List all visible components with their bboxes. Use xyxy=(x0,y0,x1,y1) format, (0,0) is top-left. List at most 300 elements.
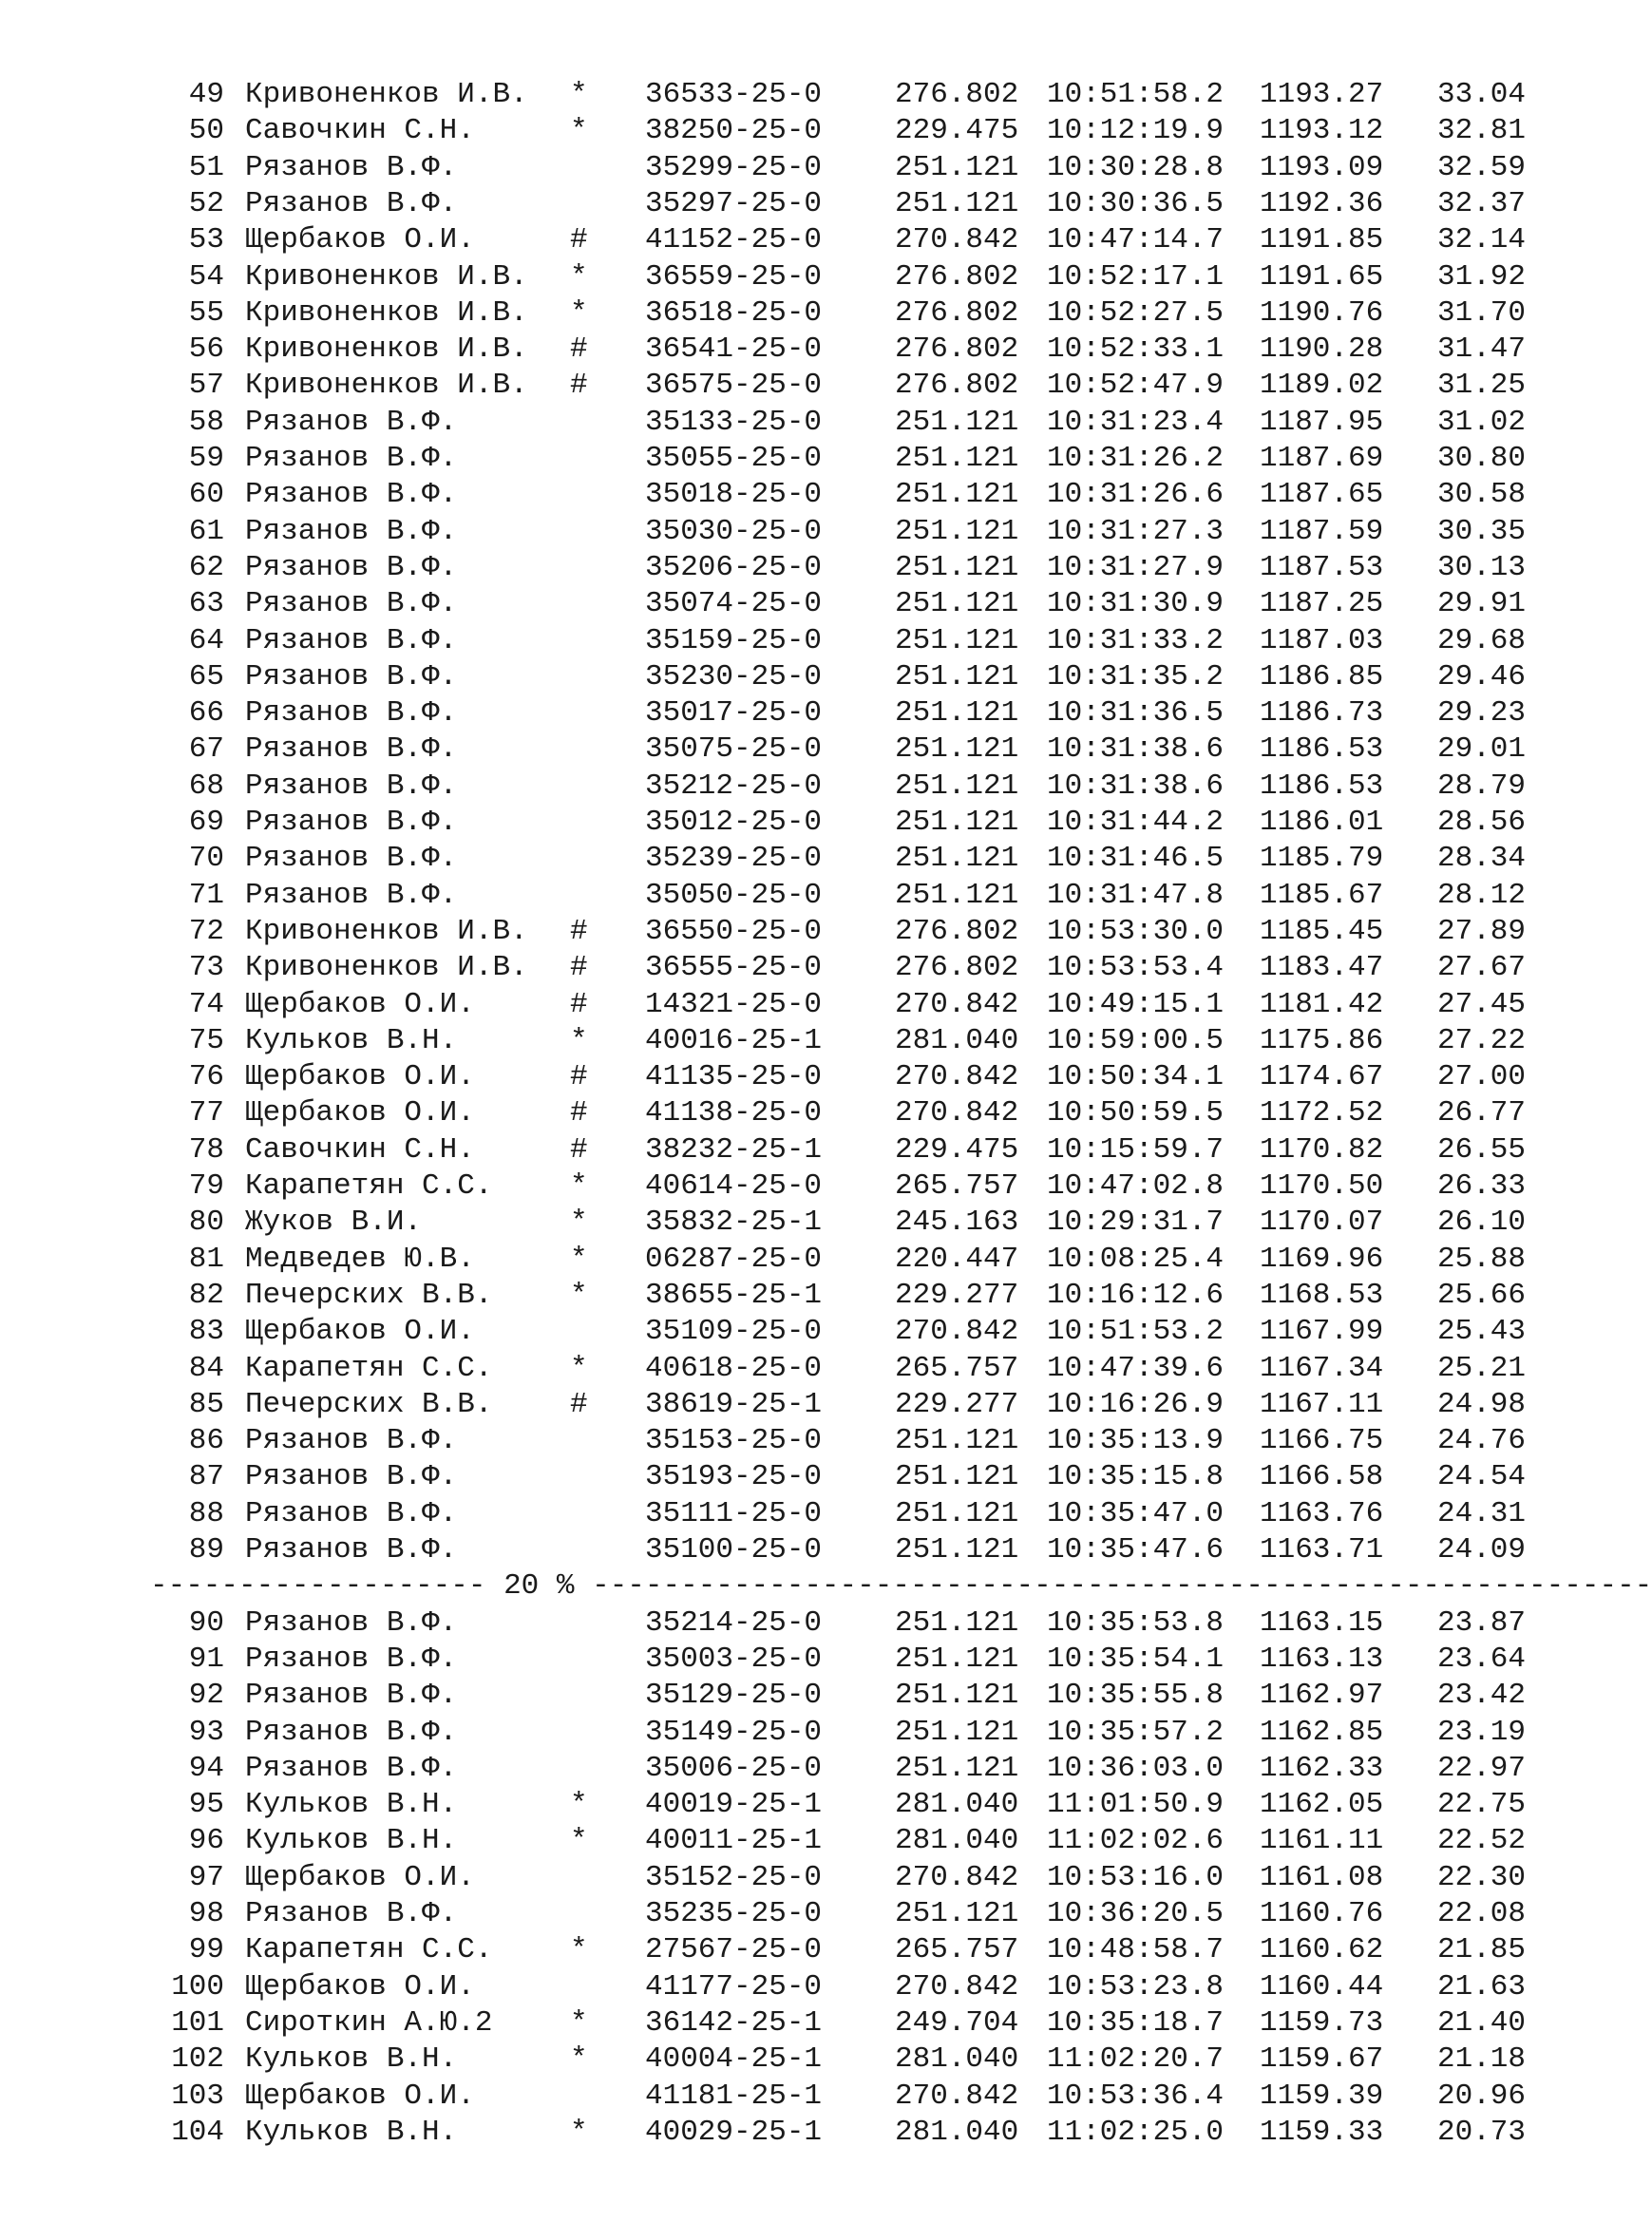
result-row xyxy=(0,914,1571,950)
result-row xyxy=(0,987,1571,1023)
cell-coef: 30.13 xyxy=(1436,550,1526,584)
result-row xyxy=(0,1896,1571,1932)
cell-time: 10:16:12.6 xyxy=(1047,1278,1225,1312)
cell-speed: 1187.69 xyxy=(1260,442,1384,475)
cell-ring: 36142-25-1 xyxy=(645,2005,823,2040)
cell-mark: * xyxy=(570,2042,588,2077)
cell-mark: # xyxy=(570,987,588,1021)
cell-time: 10:30:28.8 xyxy=(1047,150,1225,184)
cell-distance: 251.121 xyxy=(895,1460,1019,1494)
cell-name: Кривоненков И.В. xyxy=(245,369,528,403)
result-row xyxy=(0,1932,1571,1968)
cell-place: 72 xyxy=(188,914,224,948)
result-row xyxy=(0,805,1571,841)
cell-time: 10:49:15.1 xyxy=(1047,987,1225,1021)
cell-name: Кривоненков И.В. xyxy=(245,295,528,330)
result-row xyxy=(0,441,1571,477)
cell-coef: 29.68 xyxy=(1436,623,1526,657)
cell-place: 74 xyxy=(188,987,224,1021)
cell-speed: 1161.11 xyxy=(1260,1824,1384,1858)
cell-ring: 38655-25-1 xyxy=(645,1278,823,1312)
cell-name: Кривоненков И.В. xyxy=(245,332,528,367)
cell-speed: 1167.11 xyxy=(1260,1387,1384,1421)
cell-name: Печерских В.В. xyxy=(245,1278,493,1312)
cell-distance: 229.277 xyxy=(895,1387,1019,1421)
cell-ring: 35214-25-0 xyxy=(645,1605,823,1640)
cell-name: Рязанов В.Ф. xyxy=(245,1642,458,1676)
cell-coef: 21.63 xyxy=(1436,1969,1526,2004)
cell-time: 10:31:27.9 xyxy=(1047,550,1225,584)
cell-mark: # xyxy=(570,1060,588,1094)
cell-distance: 270.842 xyxy=(895,987,1019,1021)
result-row xyxy=(0,1751,1571,1787)
cell-place: 56 xyxy=(188,332,224,367)
cell-speed: 1187.95 xyxy=(1260,405,1384,439)
cell-ring: 35230-25-0 xyxy=(645,659,823,693)
cell-distance: 229.475 xyxy=(895,114,1019,148)
cell-ring: 35030-25-0 xyxy=(645,514,823,548)
cell-coef: 27.22 xyxy=(1436,1023,1526,1057)
cell-ring: 36533-25-0 xyxy=(645,78,823,111)
cell-distance: 276.802 xyxy=(895,259,1019,294)
cell-name: Рязанов В.Ф. xyxy=(245,442,458,475)
cell-place: 103 xyxy=(171,2079,224,2113)
cell-time: 10:31:26.2 xyxy=(1047,442,1225,475)
cell-coef: 25.88 xyxy=(1436,1242,1526,1276)
cell-distance: 281.040 xyxy=(895,1788,1019,1822)
result-row xyxy=(0,586,1571,622)
cell-place: 81 xyxy=(188,1242,224,1276)
cell-time: 10:53:53.4 xyxy=(1047,951,1225,985)
cell-time: 10:50:59.5 xyxy=(1047,1096,1225,1130)
result-row xyxy=(0,1860,1571,1896)
cell-name: Рязанов В.Ф. xyxy=(245,550,458,584)
cell-coef: 26.77 xyxy=(1436,1096,1526,1130)
cell-name: Рязанов В.Ф. xyxy=(245,1496,458,1530)
cell-ring: 35003-25-0 xyxy=(645,1642,823,1676)
cell-distance: 276.802 xyxy=(895,295,1019,330)
cell-distance: 251.121 xyxy=(895,150,1019,184)
cell-name: Кривоненков И.В. xyxy=(245,78,528,111)
cell-distance: 276.802 xyxy=(895,369,1019,403)
cell-place: 90 xyxy=(188,1605,224,1640)
cell-name: Печерских В.В. xyxy=(245,1387,493,1421)
cell-speed: 1160.44 xyxy=(1260,1969,1384,2004)
cell-speed: 1191.85 xyxy=(1260,223,1384,257)
result-row xyxy=(0,841,1571,877)
cell-place: 64 xyxy=(188,623,224,657)
cell-place: 50 xyxy=(188,114,224,148)
cell-place: 98 xyxy=(188,1897,224,1930)
cell-time: 10:48:58.7 xyxy=(1047,1933,1225,1967)
cell-distance: 251.121 xyxy=(895,696,1019,731)
cell-distance: 265.757 xyxy=(895,1933,1019,1967)
cell-ring: 35111-25-0 xyxy=(645,1496,823,1530)
cell-distance: 251.121 xyxy=(895,1424,1019,1458)
cell-speed: 1193.12 xyxy=(1260,114,1384,148)
cell-speed: 1191.65 xyxy=(1260,259,1384,294)
cell-ring: 36559-25-0 xyxy=(645,259,823,294)
cell-place: 69 xyxy=(188,806,224,839)
cell-speed: 1163.71 xyxy=(1260,1533,1384,1567)
cell-name: Щербаков О.И. xyxy=(245,1860,475,1894)
cell-name: Рязанов В.Ф. xyxy=(245,1605,458,1640)
cell-time: 10:31:23.4 xyxy=(1047,405,1225,439)
cell-place: 102 xyxy=(171,2042,224,2077)
cell-speed: 1162.85 xyxy=(1260,1715,1384,1749)
cell-time: 10:53:16.0 xyxy=(1047,1860,1225,1894)
cell-name: Кульков В.Н. xyxy=(245,2115,458,2149)
cell-coef: 31.47 xyxy=(1436,332,1526,367)
cell-speed: 1168.53 xyxy=(1260,1278,1384,1312)
cell-place: 57 xyxy=(188,369,224,403)
cell-coef: 22.08 xyxy=(1436,1897,1526,1930)
cell-ring: 38250-25-0 xyxy=(645,114,823,148)
cell-place: 65 xyxy=(188,659,224,693)
cell-name: Кривоненков И.В. xyxy=(245,259,528,294)
result-row xyxy=(0,1532,1571,1568)
cell-speed: 1185.45 xyxy=(1260,914,1384,948)
cell-place: 68 xyxy=(188,769,224,803)
result-row xyxy=(0,2079,1571,2115)
cell-ring: 35206-25-0 xyxy=(645,550,823,584)
cell-distance: 245.163 xyxy=(895,1206,1019,1240)
result-row xyxy=(0,477,1571,513)
cell-ring: 35055-25-0 xyxy=(645,442,823,475)
cell-time: 10:31:47.8 xyxy=(1047,878,1225,912)
cell-speed: 1163.76 xyxy=(1260,1496,1384,1530)
cell-name: Сироткин А.Ю.2 xyxy=(245,2005,493,2040)
cell-place: 80 xyxy=(188,1206,224,1240)
cell-place: 77 xyxy=(188,1096,224,1130)
cell-distance: 265.757 xyxy=(895,1351,1019,1385)
cell-coef: 23.64 xyxy=(1436,1642,1526,1676)
cell-distance: 251.121 xyxy=(895,769,1019,803)
cell-speed: 1170.07 xyxy=(1260,1206,1384,1240)
cell-coef: 23.42 xyxy=(1436,1679,1526,1713)
cell-name: Карапетян С.С. xyxy=(245,1351,493,1385)
cell-distance: 276.802 xyxy=(895,951,1019,985)
cell-speed: 1172.52 xyxy=(1260,1096,1384,1130)
result-row xyxy=(0,1168,1571,1205)
cell-ring: 35018-25-0 xyxy=(645,478,823,512)
cell-distance: 265.757 xyxy=(895,1169,1019,1203)
cell-mark: # xyxy=(570,951,588,985)
cell-ring: 36518-25-0 xyxy=(645,295,823,330)
cell-ring: 36541-25-0 xyxy=(645,332,823,367)
cell-name: Щербаков О.И. xyxy=(245,2079,475,2113)
cell-place: 63 xyxy=(188,587,224,621)
cell-time: 10:31:38.6 xyxy=(1047,732,1225,767)
cell-coef: 26.55 xyxy=(1436,1132,1526,1167)
result-row xyxy=(0,1678,1571,1714)
cell-name: Рязанов В.Ф. xyxy=(245,659,458,693)
cell-coef: 21.85 xyxy=(1436,1933,1526,1967)
cell-time: 10:47:14.7 xyxy=(1047,223,1225,257)
cell-time: 10:12:19.9 xyxy=(1047,114,1225,148)
cell-ring: 41152-25-0 xyxy=(645,223,823,257)
cell-place: 92 xyxy=(188,1679,224,1713)
cell-time: 10:31:30.9 xyxy=(1047,587,1225,621)
cell-speed: 1189.02 xyxy=(1260,369,1384,403)
cell-distance: 281.040 xyxy=(895,1824,1019,1858)
cell-coef: 21.40 xyxy=(1436,2005,1526,2040)
result-row xyxy=(0,1459,1571,1495)
cell-coef: 22.30 xyxy=(1436,1860,1526,1894)
cell-ring: 40618-25-0 xyxy=(645,1351,823,1385)
cell-place: 54 xyxy=(188,259,224,294)
cell-mark: # xyxy=(570,1387,588,1421)
cell-time: 10:53:30.0 xyxy=(1047,914,1225,948)
result-row xyxy=(0,1095,1571,1131)
cell-ring: 41181-25-1 xyxy=(645,2079,823,2113)
cell-time: 10:52:27.5 xyxy=(1047,295,1225,330)
cell-distance: 281.040 xyxy=(895,2115,1019,2149)
cell-speed: 1166.75 xyxy=(1260,1424,1384,1458)
cell-distance: 251.121 xyxy=(895,478,1019,512)
cell-place: 78 xyxy=(188,1132,224,1167)
cell-distance: 270.842 xyxy=(895,1096,1019,1130)
cell-coef: 23.87 xyxy=(1436,1605,1526,1640)
result-row xyxy=(0,1132,1571,1168)
cell-speed: 1160.62 xyxy=(1260,1933,1384,1967)
result-row xyxy=(0,1351,1571,1387)
result-row xyxy=(0,731,1571,768)
cell-place: 97 xyxy=(188,1860,224,1894)
cell-place: 70 xyxy=(188,842,224,876)
cell-coef: 24.31 xyxy=(1436,1496,1526,1530)
cell-place: 100 xyxy=(171,1969,224,2004)
cell-speed: 1175.86 xyxy=(1260,1023,1384,1057)
cell-ring: 40011-25-1 xyxy=(645,1824,823,1858)
cell-place: 61 xyxy=(188,514,224,548)
cell-speed: 1159.67 xyxy=(1260,2042,1384,2077)
cell-time: 10:35:15.8 xyxy=(1047,1460,1225,1494)
cell-speed: 1170.82 xyxy=(1260,1132,1384,1167)
cell-time: 10:31:38.6 xyxy=(1047,769,1225,803)
cell-name: Щербаков О.И. xyxy=(245,1096,475,1130)
cell-coef: 24.76 xyxy=(1436,1424,1526,1458)
cell-ring: 35153-25-0 xyxy=(645,1424,823,1458)
cell-coef: 31.92 xyxy=(1436,259,1526,294)
cell-speed: 1174.67 xyxy=(1260,1060,1384,1094)
cell-mark: * xyxy=(570,295,588,330)
cell-ring: 35299-25-0 xyxy=(645,150,823,184)
cell-mark: * xyxy=(570,1023,588,1057)
cell-coef: 24.98 xyxy=(1436,1387,1526,1421)
cell-distance: 270.842 xyxy=(895,1315,1019,1349)
percent-separator xyxy=(150,1568,1652,1605)
cell-speed: 1185.67 xyxy=(1260,878,1384,912)
cell-ring: 36550-25-0 xyxy=(645,914,823,948)
cell-mark: # xyxy=(570,369,588,403)
cell-ring: 06287-25-0 xyxy=(645,1242,823,1276)
result-row xyxy=(0,222,1571,258)
separator-label: 20 % xyxy=(503,1569,575,1604)
cell-name: Савочкин С.Н. xyxy=(245,1132,475,1167)
cell-ring: 35832-25-1 xyxy=(645,1206,823,1240)
cell-time: 11:01:50.9 xyxy=(1047,1788,1225,1822)
cell-time: 10:51:58.2 xyxy=(1047,78,1225,111)
cell-distance: 251.121 xyxy=(895,587,1019,621)
cell-ring: 35050-25-0 xyxy=(645,878,823,912)
cell-place: 99 xyxy=(188,1933,224,1967)
cell-coef: 22.97 xyxy=(1436,1751,1526,1785)
cell-coef: 33.04 xyxy=(1436,78,1526,111)
cell-name: Рязанов В.Ф. xyxy=(245,842,458,876)
cell-place: 101 xyxy=(171,2005,224,2040)
cell-speed: 1169.96 xyxy=(1260,1242,1384,1276)
cell-time: 10:31:27.3 xyxy=(1047,514,1225,548)
cell-coef: 30.35 xyxy=(1436,514,1526,548)
cell-speed: 1185.79 xyxy=(1260,842,1384,876)
cell-time: 10:15:59.7 xyxy=(1047,1132,1225,1167)
cell-place: 52 xyxy=(188,186,224,220)
cell-time: 10:53:36.4 xyxy=(1047,2079,1225,2113)
cell-ring: 35075-25-0 xyxy=(645,732,823,767)
cell-name: Рязанов В.Ф. xyxy=(245,1533,458,1567)
cell-place: 59 xyxy=(188,442,224,475)
cell-ring: 35149-25-0 xyxy=(645,1715,823,1749)
cell-speed: 1159.39 xyxy=(1260,2079,1384,2113)
cell-speed: 1170.50 xyxy=(1260,1169,1384,1203)
cell-time: 10:47:39.6 xyxy=(1047,1351,1225,1385)
result-row xyxy=(0,1605,1571,1642)
cell-coef: 28.56 xyxy=(1436,806,1526,839)
cell-time: 10:50:34.1 xyxy=(1047,1060,1225,1094)
cell-speed: 1162.97 xyxy=(1260,1679,1384,1713)
cell-place: 85 xyxy=(188,1387,224,1421)
cell-name: Рязанов В.Ф. xyxy=(245,1751,458,1785)
result-row xyxy=(0,1423,1571,1459)
separator-dashes-left: ------------------- xyxy=(150,1569,504,1604)
cell-distance: 251.121 xyxy=(895,1642,1019,1676)
result-row xyxy=(0,1787,1571,1823)
cell-distance: 251.121 xyxy=(895,1751,1019,1785)
cell-time: 10:52:47.9 xyxy=(1047,369,1225,403)
cell-ring: 35012-25-0 xyxy=(645,806,823,839)
cell-speed: 1163.13 xyxy=(1260,1642,1384,1676)
cell-distance: 251.121 xyxy=(895,1679,1019,1713)
cell-distance: 251.121 xyxy=(895,550,1019,584)
result-row xyxy=(0,1023,1571,1059)
cell-name: Рязанов В.Ф. xyxy=(245,696,458,731)
cell-place: 60 xyxy=(188,478,224,512)
cell-name: Карапетян С.С. xyxy=(245,1933,493,1967)
cell-ring: 38619-25-1 xyxy=(645,1387,823,1421)
cell-coef: 29.91 xyxy=(1436,587,1526,621)
result-row xyxy=(0,1059,1571,1095)
cell-mark: * xyxy=(570,114,588,148)
cell-place: 95 xyxy=(188,1788,224,1822)
cell-speed: 1190.76 xyxy=(1260,295,1384,330)
cell-name: Щербаков О.И. xyxy=(245,1060,475,1094)
result-row xyxy=(0,1715,1571,1751)
result-row xyxy=(0,2115,1571,2151)
cell-speed: 1162.05 xyxy=(1260,1788,1384,1822)
cell-name: Рязанов В.Ф. xyxy=(245,623,458,657)
cell-speed: 1159.73 xyxy=(1260,2005,1384,2040)
cell-mark: * xyxy=(570,1278,588,1312)
cell-place: 93 xyxy=(188,1715,224,1749)
cell-speed: 1167.99 xyxy=(1260,1315,1384,1349)
cell-coef: 25.66 xyxy=(1436,1278,1526,1312)
cell-speed: 1160.76 xyxy=(1260,1897,1384,1930)
cell-speed: 1166.58 xyxy=(1260,1460,1384,1494)
cell-speed: 1161.08 xyxy=(1260,1860,1384,1894)
cell-place: 51 xyxy=(188,150,224,184)
cell-mark: * xyxy=(570,1933,588,1967)
cell-place: 88 xyxy=(188,1496,224,1530)
cell-speed: 1186.85 xyxy=(1260,659,1384,693)
cell-mark: * xyxy=(570,1169,588,1203)
cell-mark: # xyxy=(570,332,588,367)
cell-place: 62 xyxy=(188,550,224,584)
cell-ring: 35074-25-0 xyxy=(645,587,823,621)
cell-distance: 251.121 xyxy=(895,878,1019,912)
result-row xyxy=(0,113,1571,149)
cell-mark: # xyxy=(570,223,588,257)
cell-name: Рязанов В.Ф. xyxy=(245,806,458,839)
cell-place: 73 xyxy=(188,951,224,985)
cell-name: Рязанов В.Ф. xyxy=(245,405,458,439)
cell-time: 10:36:20.5 xyxy=(1047,1897,1225,1930)
result-row xyxy=(0,295,1571,332)
cell-coef: 29.23 xyxy=(1436,696,1526,731)
cell-time: 10:31:44.2 xyxy=(1047,806,1225,839)
cell-distance: 281.040 xyxy=(895,1023,1019,1057)
result-row xyxy=(0,659,1571,695)
cell-coef: 32.37 xyxy=(1436,186,1526,220)
cell-name: Рязанов В.Ф. xyxy=(245,1715,458,1749)
cell-coef: 30.58 xyxy=(1436,478,1526,512)
cell-ring: 36575-25-0 xyxy=(645,369,823,403)
cell-distance: 270.842 xyxy=(895,1860,1019,1894)
cell-name: Рязанов В.Ф. xyxy=(245,1424,458,1458)
cell-place: 66 xyxy=(188,696,224,731)
cell-speed: 1187.53 xyxy=(1260,550,1384,584)
cell-ring: 38232-25-1 xyxy=(645,1132,823,1167)
cell-mark: # xyxy=(570,914,588,948)
cell-time: 10:35:47.6 xyxy=(1047,1533,1225,1567)
cell-ring: 41135-25-0 xyxy=(645,1060,823,1094)
cell-coef: 32.81 xyxy=(1436,114,1526,148)
cell-name: Рязанов В.Ф. xyxy=(245,878,458,912)
cell-coef: 32.14 xyxy=(1436,223,1526,257)
cell-coef: 27.00 xyxy=(1436,1060,1526,1094)
result-row xyxy=(0,186,1571,222)
cell-coef: 30.80 xyxy=(1436,442,1526,475)
cell-distance: 220.447 xyxy=(895,1242,1019,1276)
cell-name: Рязанов В.Ф. xyxy=(245,587,458,621)
cell-coef: 28.34 xyxy=(1436,842,1526,876)
cell-place: 86 xyxy=(188,1424,224,1458)
cell-mark: * xyxy=(570,78,588,111)
cell-time: 11:02:20.7 xyxy=(1047,2042,1225,2077)
cell-place: 71 xyxy=(188,878,224,912)
cell-speed: 1186.53 xyxy=(1260,769,1384,803)
cell-speed: 1186.53 xyxy=(1260,732,1384,767)
cell-ring: 35006-25-0 xyxy=(645,1751,823,1785)
cell-mark: * xyxy=(570,1351,588,1385)
cell-name: Кривоненков И.В. xyxy=(245,951,528,985)
cell-ring: 41177-25-0 xyxy=(645,1969,823,2004)
cell-coef: 31.70 xyxy=(1436,295,1526,330)
cell-time: 10:30:36.5 xyxy=(1047,186,1225,220)
cell-coef: 25.21 xyxy=(1436,1351,1526,1385)
cell-coef: 26.33 xyxy=(1436,1169,1526,1203)
cell-ring: 35017-25-0 xyxy=(645,696,823,731)
